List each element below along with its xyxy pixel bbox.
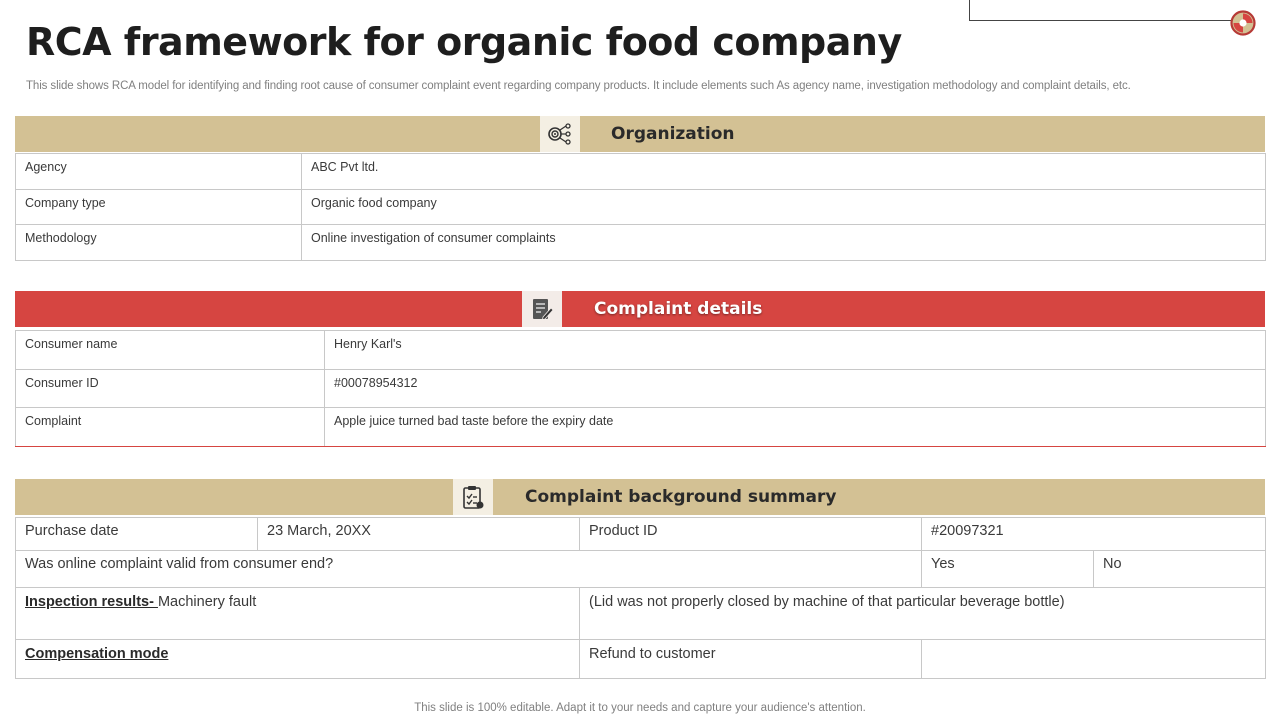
product-id-value: #20097321: [922, 518, 1266, 551]
complaint-details-header: [15, 291, 1265, 327]
table-row: [16, 331, 1266, 370]
table-row: [16, 190, 1266, 225]
organization-title: Organization: [611, 124, 735, 144]
background-summary-header: [15, 479, 1265, 515]
background-summary-icon-box: [453, 479, 493, 515]
complaint-row-label: Consumer ID: [16, 370, 325, 408]
background-summary-table: [15, 517, 1266, 679]
organization-table: [15, 153, 1266, 261]
organization-header: [15, 116, 1265, 152]
inspection-cell: [16, 588, 580, 640]
validity-no: No: [1094, 551, 1266, 588]
target-network-icon: [546, 120, 574, 148]
product-id-label: Product ID: [580, 518, 922, 551]
validity-question: Was online complaint valid from consumer end?: [16, 551, 922, 588]
organization-row-label: Company type: [16, 190, 302, 225]
document-edit-icon: [529, 296, 555, 322]
compensation-value: Refund to customer: [580, 640, 922, 679]
clipboard-check-icon: [461, 484, 485, 510]
complaint-row-value: Henry Karl's: [325, 331, 1266, 370]
purchase-date-value: 23 March, 20XX: [258, 518, 580, 551]
complaint-details-table: [15, 330, 1266, 447]
brand-logo-icon: [1230, 10, 1256, 36]
validity-yes: Yes: [922, 551, 1094, 588]
inspection-label: Inspection results-: [25, 594, 158, 610]
table-row: [16, 408, 1266, 447]
page-title: RCA framework for organic food company: [26, 20, 902, 64]
corner-frame-line: [969, 0, 970, 21]
table-row: [16, 154, 1266, 190]
complaint-details-title: Complaint details: [594, 299, 763, 319]
complaint-row-label: Complaint: [16, 408, 325, 447]
table-row: [16, 588, 1266, 640]
organization-row-label: Agency: [16, 154, 302, 190]
table-row: [16, 640, 1266, 679]
purchase-date-label: Purchase date: [16, 518, 258, 551]
inspection-note: (Lid was not properly closed by machine of that particular beverage bottle): [580, 588, 1266, 640]
compensation-label: Compensation mode: [25, 646, 169, 662]
background-summary-title: Complaint background summary: [525, 487, 837, 507]
table-row: [16, 551, 1266, 588]
complaint-row-label: Consumer name: [16, 331, 325, 370]
complaint-row-value: #00078954312: [325, 370, 1266, 408]
organization-icon-box: [540, 116, 580, 152]
organization-row-value: Online investigation of consumer complaints: [302, 225, 1266, 261]
organization-row-label: Methodology: [16, 225, 302, 261]
organization-row-value: Organic food company: [302, 190, 1266, 225]
compensation-empty-cell: [922, 640, 1266, 679]
page-footer: This slide is 100% editable. Adapt it to your needs and capture your audience's attention.: [414, 702, 866, 714]
organization-row-value: ABC Pvt ltd.: [302, 154, 1266, 190]
page-subtitle: This slide shows RCA model for identifying and finding root cause of consumer complaint event regarding company products. It include elements such As agency name, investigation methodology and complaint details, etc.: [26, 80, 1131, 92]
complaint-details-icon-box: [522, 291, 562, 327]
table-row: [16, 370, 1266, 408]
table-row: [16, 518, 1266, 551]
corner-frame-line-horizontal: [969, 20, 1231, 21]
compensation-cell: [16, 640, 580, 679]
table-row: [16, 225, 1266, 261]
inspection-value: Machinery fault: [157, 594, 257, 610]
complaint-row-value: Apple juice turned bad taste before the expiry date: [325, 408, 1266, 447]
